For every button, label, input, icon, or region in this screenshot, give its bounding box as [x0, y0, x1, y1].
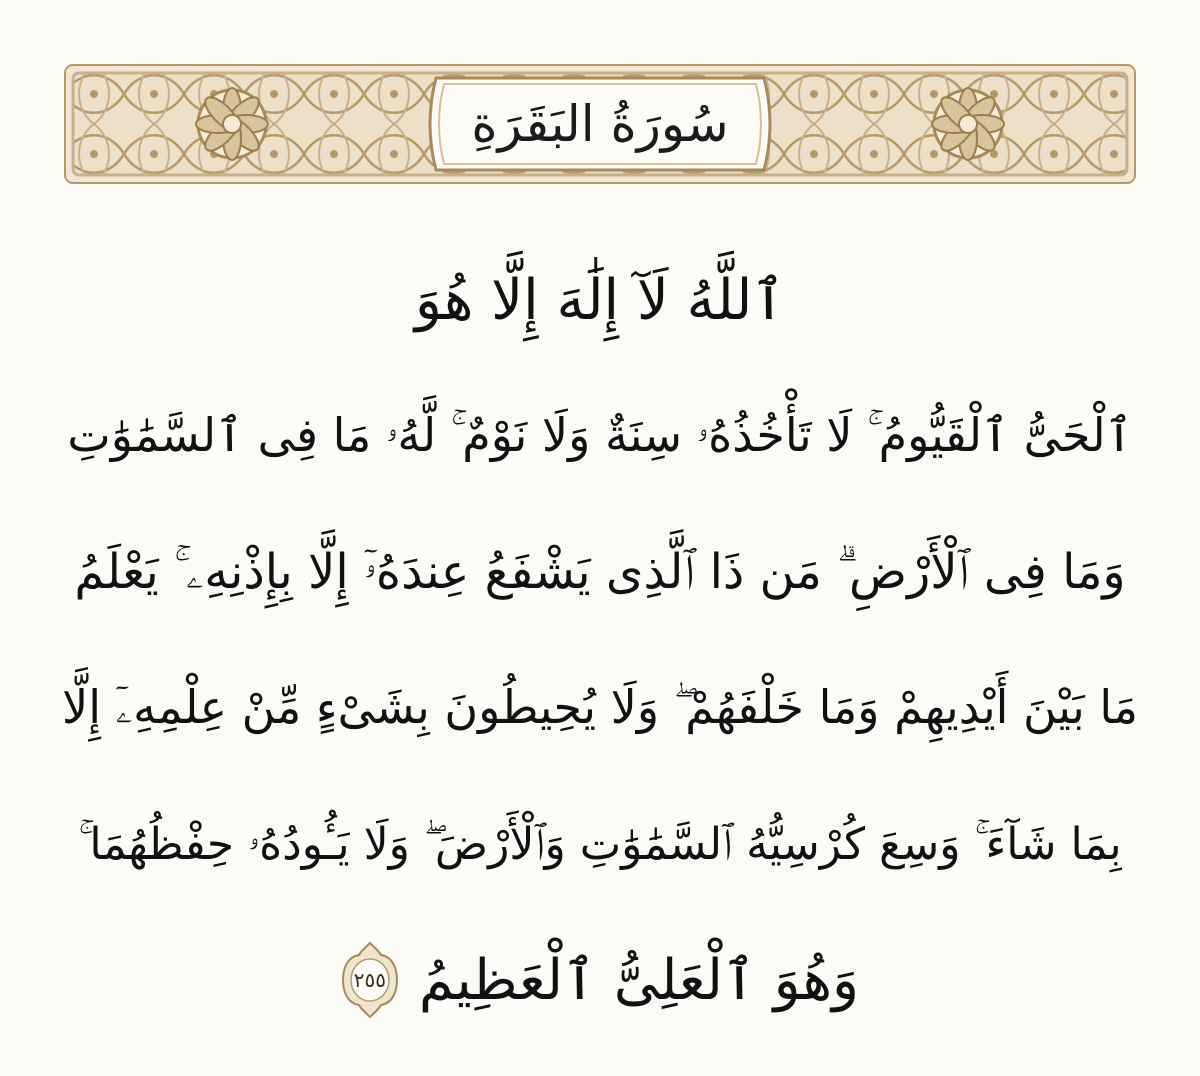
verse-line-1: ٱللَّهُ لَآ إِلَٰهَ إِلَّا هُوَ: [414, 267, 786, 333]
verse-text: [60, 232, 1140, 1048]
surah-title: سُورَةُ البَقَرَةِ: [471, 95, 729, 153]
verse-line-4: مَا بَيْنَ أَيْدِيهِمْ وَمَا خَلْفَهُمْ ۖ وَلَا يُحِيطُونَ بِشَىْءٍ مِّنْ عِلْمِهِۦٓ إِلَّا: [61, 680, 1139, 734]
verse-line-3: وَمَا فِى ٱلْأَرْضِ ۗ مَن ذَا ٱلَّذِى يَشْفَعُ عِندَهُۥٓ إِلَّا بِإِذْنِهِۦ ۚ يَعْلَمُ: [74, 543, 1126, 600]
verse-line-5: بِمَا شَآءَ ۚ وَسِعَ كُرْسِيُّهُ ٱلسَّمَٰوَٰتِ وَٱلْأَرْضَ ۖ وَلَا يَـُٔودُهُۥ حِفْظُهُمَا ۚ: [78, 818, 1122, 870]
surah-header-banner: [64, 64, 1136, 184]
verse-line-6-text: وَهُوَ ٱلْعَلِىُّ ٱلْعَظِيمُ: [418, 947, 860, 1013]
ayah-number: ٢٥٥: [353, 968, 387, 992]
verse-line-6: [60, 912, 1140, 1048]
verse-line-2: ٱلْحَىُّ ٱلْقَيُّومُ ۚ لَا تَأْخُذُهُۥ سِنَةٌ وَلَا نَوْمٌ ۚ لَّهُۥ مَا فِى ٱلسَّمَٰوَٰتِ: [67, 408, 1133, 462]
ayah-medallion-icon: [341, 941, 399, 1019]
